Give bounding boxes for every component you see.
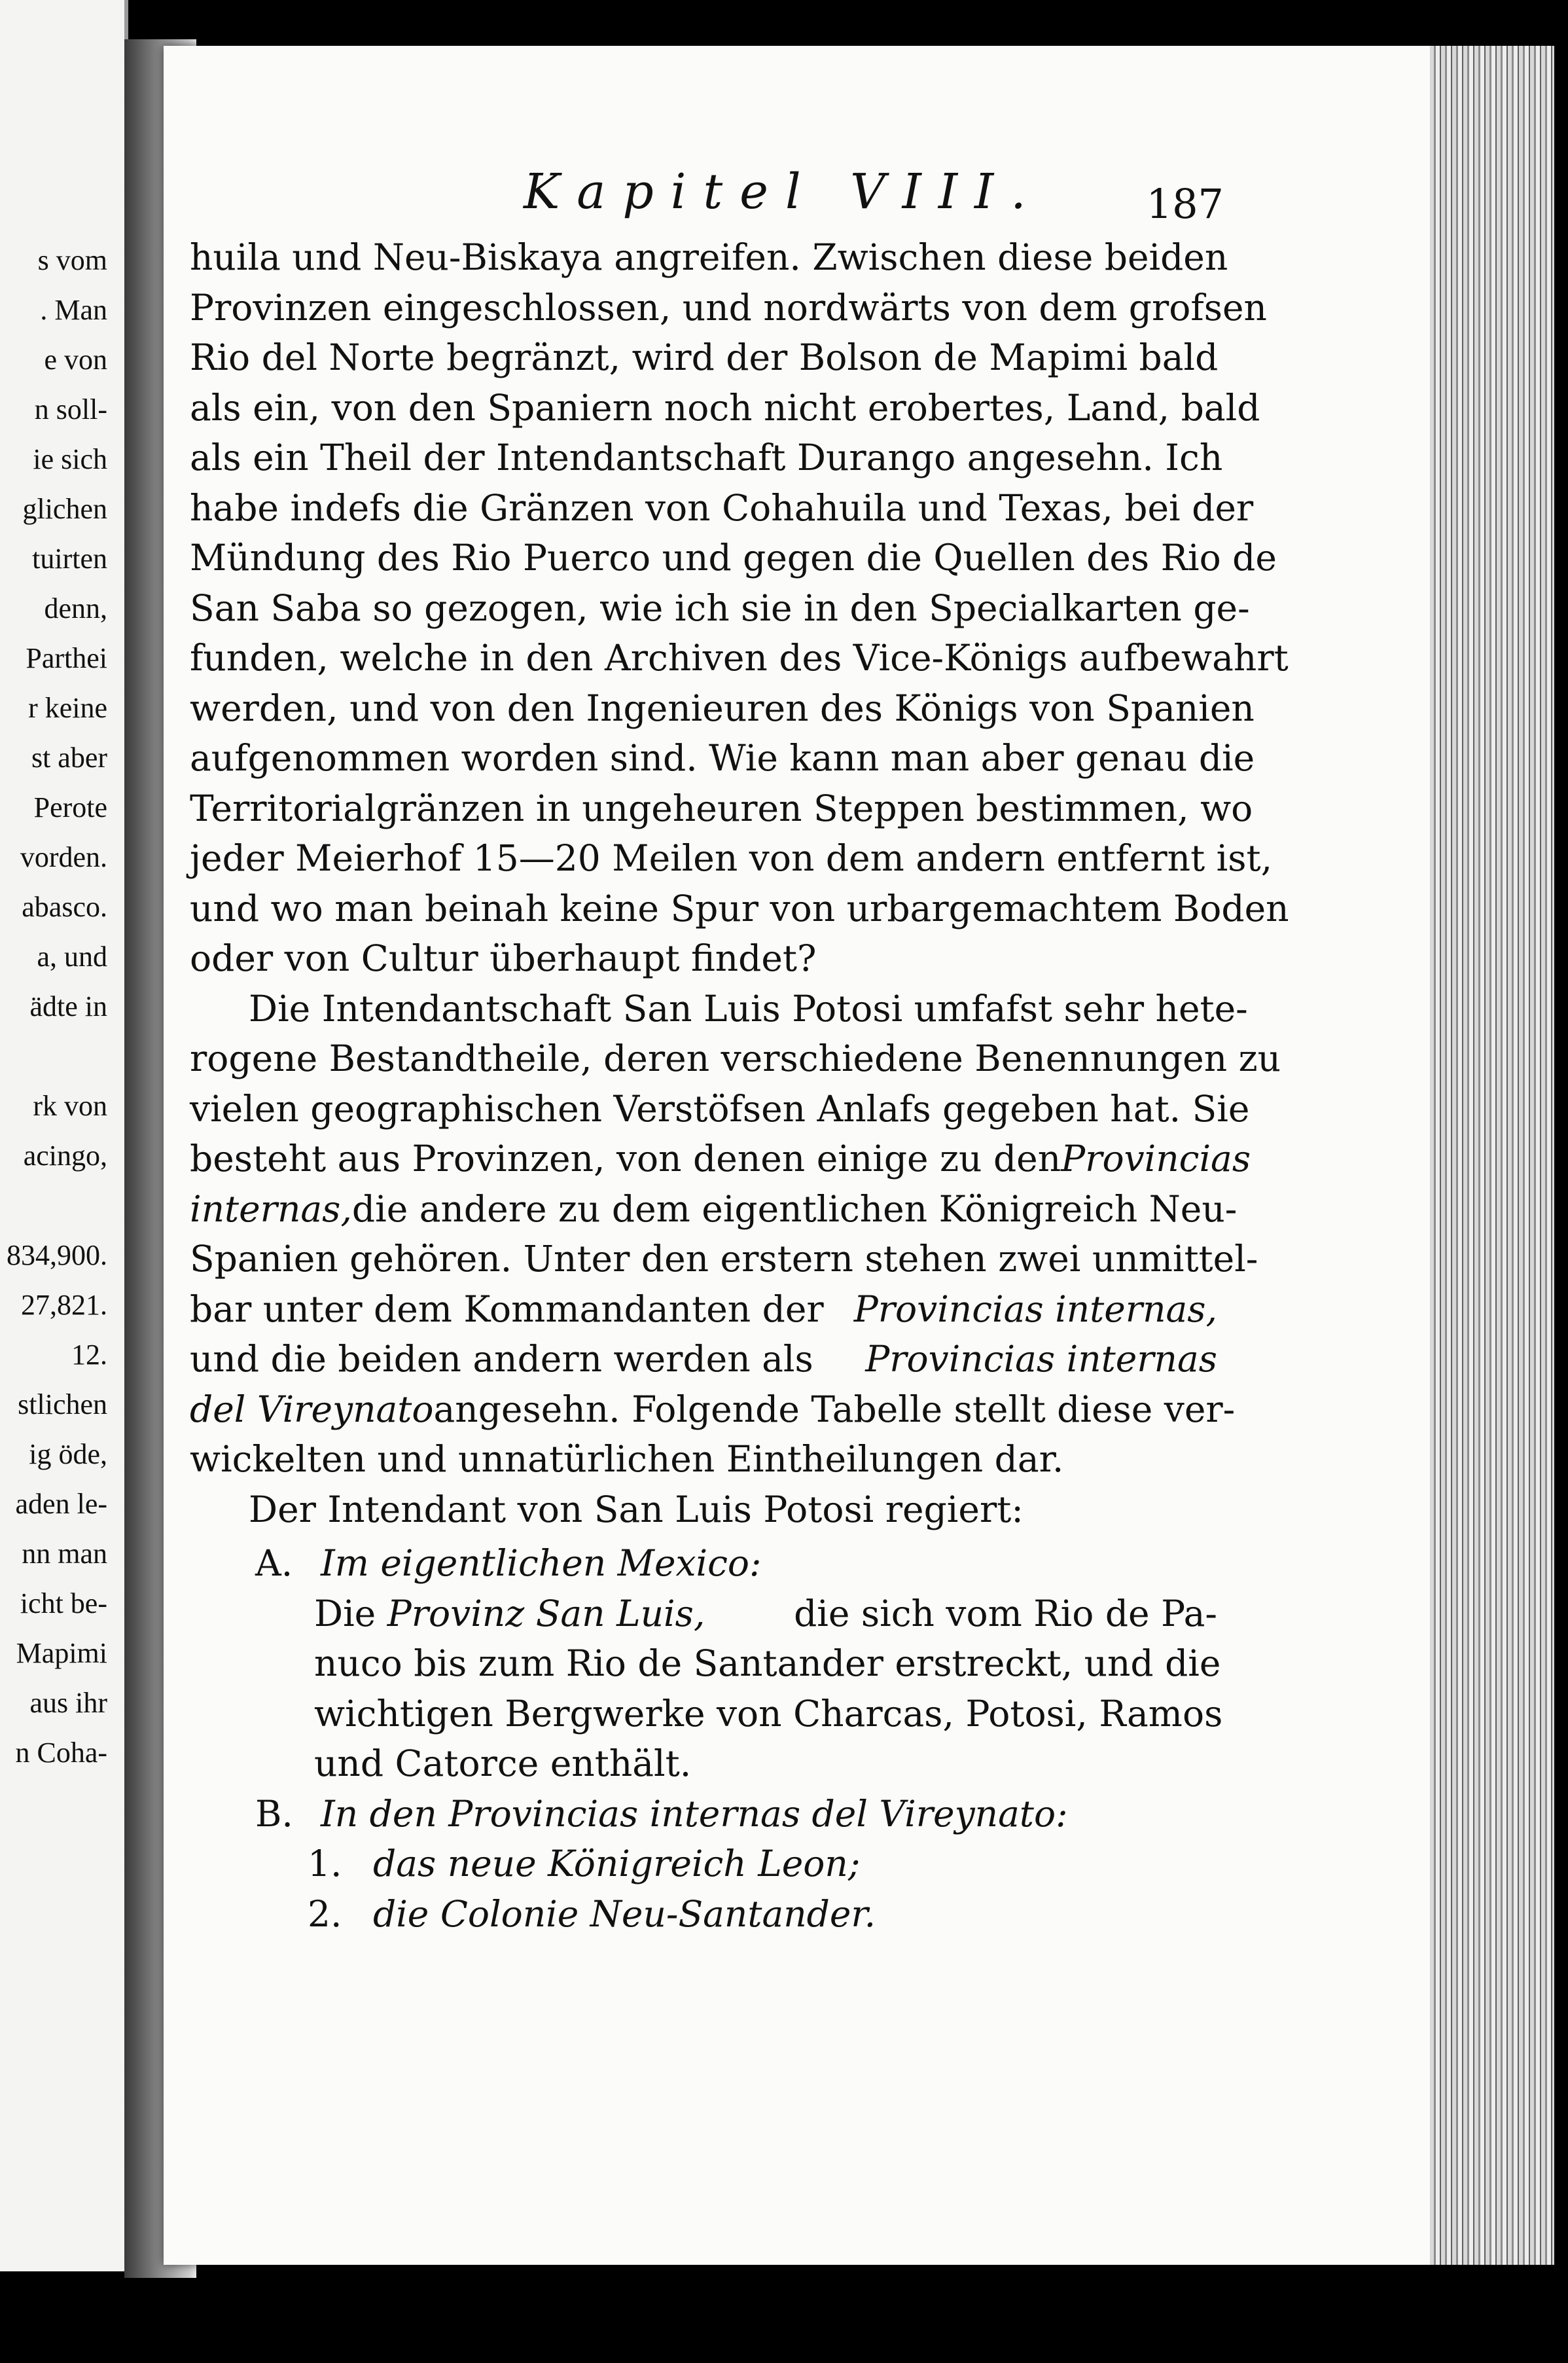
previous-page-line: aus ihr xyxy=(29,1687,107,1719)
previous-page-line: st aber xyxy=(31,742,107,774)
page-header xyxy=(360,118,1224,228)
previous-page-line: r keine xyxy=(28,692,107,724)
text-line: als ein Theil der Intendantschaft Durango angesehn. Ich xyxy=(190,437,1223,478)
list-a-desc-line: und Catorce enthält. xyxy=(314,1742,692,1784)
text-line: San Saba so gezogen, wie ich sie in den Specialkarten ge- xyxy=(190,586,1250,629)
paragraph-3: Der Intendant von San Luis Potosi regiert: xyxy=(249,1488,1024,1530)
text-line: rogene Bestandtheile, deren verschiedene Benennungen zu xyxy=(190,1037,1281,1079)
text-line: huila und Neu-Biskaya angreifen. Zwischen diese beiden xyxy=(190,236,1228,278)
previous-page-line: aden le- xyxy=(15,1488,107,1520)
paragraph-1 xyxy=(190,232,1289,984)
previous-page-line: vorden. xyxy=(20,841,107,873)
previous-page-line: ig öde, xyxy=(29,1438,107,1470)
text-line: und die beiden andern werden als Provincias internas xyxy=(190,1338,1217,1380)
previous-page-line: Mapimi xyxy=(16,1637,107,1669)
previous-page-line: . Man xyxy=(40,294,107,326)
text-line: funden, welche in den Archiven des Vice-Königs aufbewahrt xyxy=(190,637,1289,679)
running-title: Kapitel VIII. xyxy=(524,164,1043,220)
text-line: und wo man beinah keine Spur von urbargemachtem Boden xyxy=(190,887,1289,929)
previous-page-line: 27,821. xyxy=(21,1289,107,1321)
text-line: bar unter dem Kommandanten der Provincias internas, xyxy=(190,1288,1217,1330)
previous-page-line: 12. xyxy=(71,1339,107,1371)
text-line: wickelten und unnatürlichen Eintheilungen dar. xyxy=(190,1438,1064,1480)
text-line: aufgenommen worden sind. Wie kann man aber genau die xyxy=(190,737,1255,779)
previous-page-line: s vom xyxy=(37,244,107,276)
previous-page-line: glichen xyxy=(22,493,107,525)
province-list xyxy=(190,1538,1223,1939)
list-a-desc-line: wichtigen Bergwerke von Charcas, Potosi, Ramos xyxy=(314,1692,1223,1735)
paragraph-2 xyxy=(190,984,1281,1485)
previous-page-line: n Coha- xyxy=(15,1737,107,1769)
previous-page-line: ädte in xyxy=(29,990,107,1022)
text-line: del Vireynato angesehn. Folgende Tabelle stellt diese ver- xyxy=(190,1388,1236,1430)
previous-page-line: icht be- xyxy=(20,1587,107,1619)
list-a-desc-line: nuco bis zum Rio de Santander erstreckt, und die xyxy=(314,1642,1221,1684)
previous-page-line: Perote xyxy=(33,791,107,823)
text-line: Provinzen eingeschlossen, und nordwärts von dem grofsen xyxy=(190,286,1267,329)
previous-page-line: rk von xyxy=(33,1090,107,1122)
previous-page-line: nn man xyxy=(22,1538,107,1570)
list-heading-a: A. Im eigentlichen Mexico: xyxy=(255,1542,762,1584)
previous-page-line: acingo, xyxy=(23,1140,107,1172)
text-line: habe indefs die Gränzen von Cohahuila und Texas, bei der xyxy=(190,486,1254,529)
previous-page-line: abasco. xyxy=(22,891,107,923)
text-line: jeder Meierhof 15—20 Meilen von dem andern entfernt ist, xyxy=(190,837,1273,879)
text-line: als ein, von den Spaniern noch nicht erobertes, Land, bald xyxy=(190,386,1260,429)
previous-page-fragment xyxy=(0,0,128,2271)
previous-page-line: tuirten xyxy=(32,543,107,575)
text-line: oder von Cultur überhaupt findet? xyxy=(190,937,817,979)
text-line: Spanien gehören. Unter den erstern stehen zwei unmittel- xyxy=(190,1238,1258,1280)
page-body xyxy=(190,232,1289,1939)
text-line: besteht aus Provinzen, von denen einige zu den Provincias xyxy=(190,1138,1251,1180)
previous-page-line: a, und xyxy=(37,941,107,973)
page-number: 187 xyxy=(1146,180,1224,228)
previous-page-line: stlichen xyxy=(18,1388,107,1420)
text-line: Rio del Norte begränzt, wird der Bolson de Mapimi bald xyxy=(190,336,1219,378)
text-line: Territorialgränzen in ungeheuren Steppen bestimmen, wo xyxy=(190,787,1253,829)
previous-page-line: denn, xyxy=(44,592,107,624)
previous-page-line: 834,900. xyxy=(7,1239,107,1271)
text-line: internas, die andere zu dem eigentlichen Königreich Neu- xyxy=(190,1187,1238,1230)
list-item: 2. die Colonie Neu-Santander. xyxy=(308,1892,876,1935)
text-line: werden, und von den Ingenieuren des Königs von Spanien xyxy=(190,687,1255,729)
text-line: Mündung des Rio Puerco und gegen die Quellen des Rio de xyxy=(190,537,1277,579)
page-edges xyxy=(1430,46,1554,2265)
previous-page-line: n soll- xyxy=(34,393,107,425)
previous-page-line xyxy=(0,1181,107,1231)
previous-page-text xyxy=(0,236,107,1778)
text-line: vielen geographischen Verstöfsen Anlafs gegeben hat. Sie xyxy=(190,1087,1250,1130)
list-item: 1. das neue Königreich Leon; xyxy=(308,1843,861,1885)
list-heading-b: B. In den Provincias internas del Vireynato: xyxy=(255,1792,1068,1835)
previous-page-line xyxy=(0,1032,107,1081)
text-line: Die Intendantschaft San Luis Potosi umfafst sehr hete- xyxy=(249,987,1248,1030)
previous-page-line: e von xyxy=(44,344,107,376)
previous-page-line: Parthei xyxy=(26,642,107,674)
previous-page-line: ie sich xyxy=(33,443,107,475)
list-a-desc-line: Die Provinz San Luis, die sich vom Rio de Pa- xyxy=(314,1592,1217,1634)
